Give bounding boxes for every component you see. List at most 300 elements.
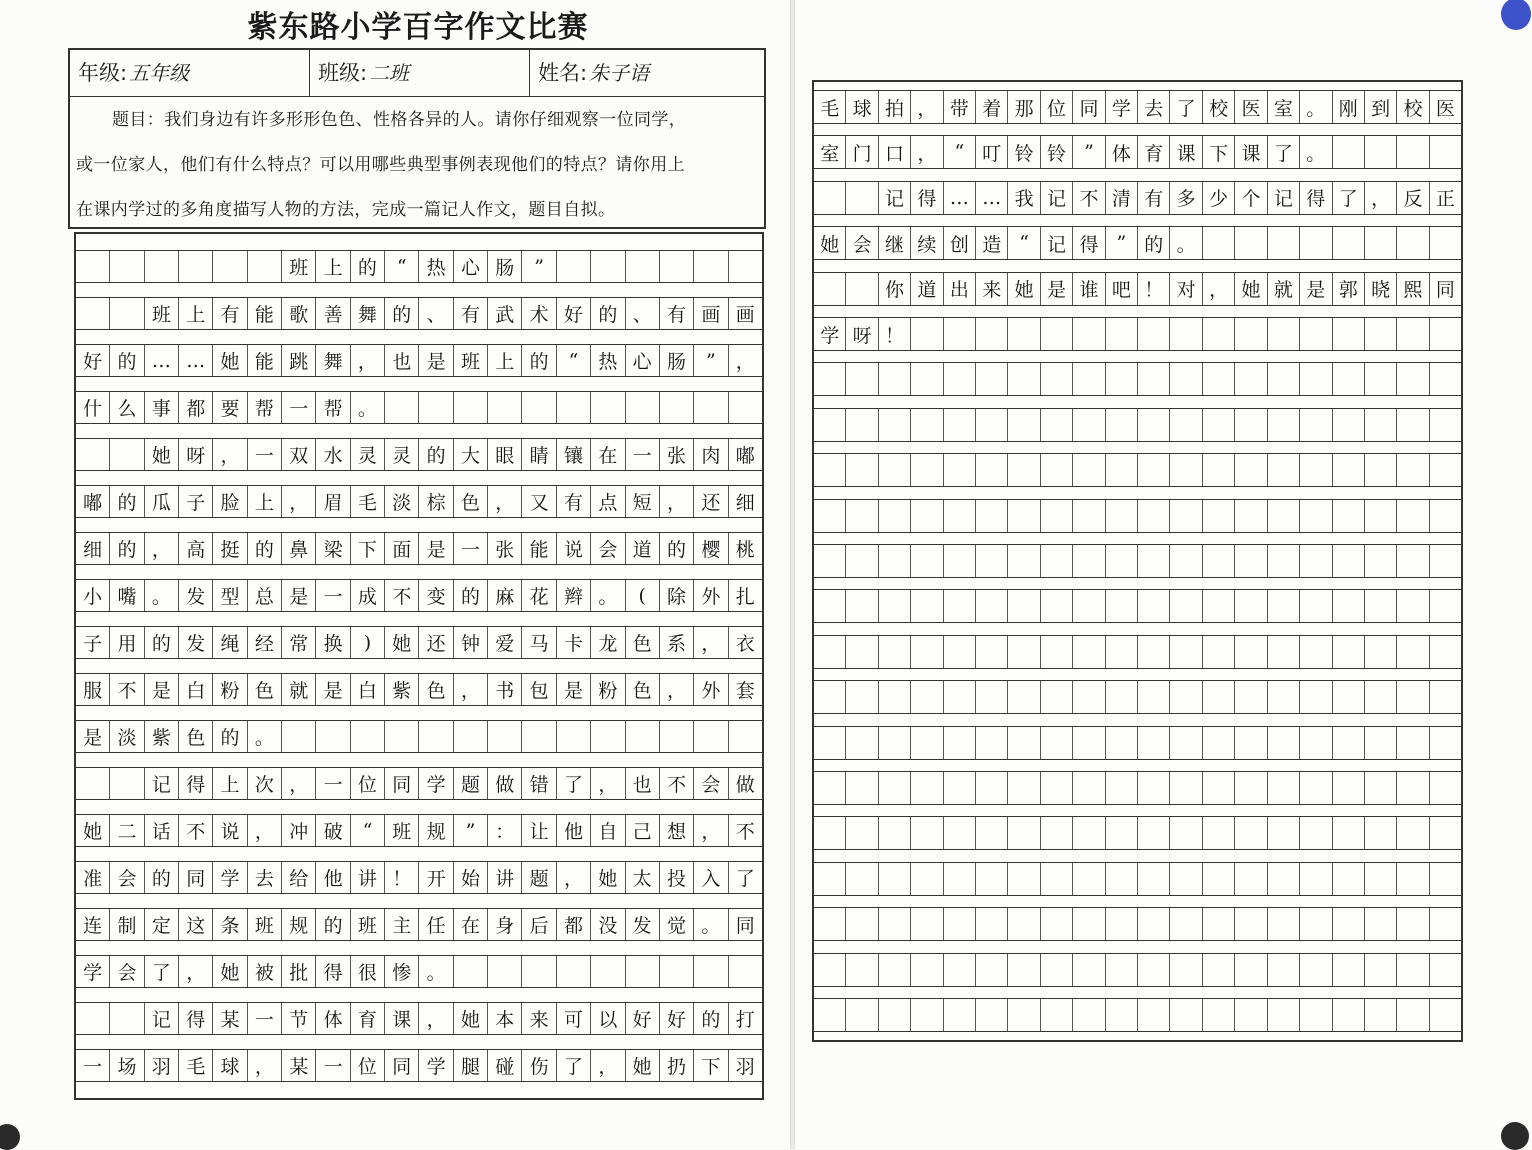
- grid-row: [814, 771, 1461, 805]
- grid-cell: 记: [1041, 182, 1073, 214]
- grid-row: [814, 680, 1461, 714]
- grid-cell: [1041, 636, 1073, 668]
- grid-cell: 他: [557, 815, 591, 846]
- grid-row: [814, 362, 1461, 396]
- grid-row: [814, 408, 1461, 442]
- grid-cell: [1333, 590, 1365, 622]
- grid-cell: [879, 409, 911, 441]
- grid-cell: 色: [248, 674, 282, 705]
- grid-cell: [1008, 908, 1040, 940]
- grid-cell: 制: [110, 909, 144, 940]
- grid-cell: [1170, 363, 1202, 395]
- grid-cell: ”: [454, 815, 488, 846]
- grid-cell: [1333, 545, 1365, 577]
- grid-cell: 跳: [282, 345, 316, 376]
- grid-cell: 肠: [488, 251, 522, 282]
- grid-cell: [976, 590, 1008, 622]
- grid-cell: ，: [735, 351, 755, 373]
- grid-cell: ”: [522, 251, 556, 282]
- grid-cell: [846, 500, 878, 532]
- grid-cell: 的: [1138, 227, 1170, 259]
- grid-cell: [976, 863, 1008, 895]
- grid-cell: 批: [282, 956, 316, 987]
- grid-cell: 不: [660, 768, 694, 799]
- grid-cell: [944, 772, 976, 804]
- grid-cell: [1235, 545, 1267, 577]
- grid-cell: 去: [1138, 91, 1170, 123]
- grid-cell: [1170, 454, 1202, 486]
- grid-row: [76, 720, 762, 753]
- grid-cell: 马: [522, 627, 556, 658]
- grid-cell: [1397, 817, 1429, 849]
- grid-cell: 学: [814, 318, 846, 350]
- grid-cell: 的: [351, 251, 385, 282]
- grid-cell: 淡: [110, 721, 144, 752]
- grid-cell: [1365, 817, 1397, 849]
- grid-cell: 创: [944, 227, 976, 259]
- grid-cell: 校: [1397, 91, 1429, 123]
- grid-cell: 拍: [879, 91, 911, 123]
- grid-cell: 辫: [557, 580, 591, 611]
- grid-cell: 有: [557, 486, 591, 517]
- grid-cell: 会: [110, 956, 144, 987]
- grid-cell: 的: [110, 345, 144, 376]
- grid-cell: [944, 454, 976, 486]
- grid-cell: [110, 251, 144, 282]
- grid-cell: [1203, 318, 1235, 350]
- grid-cell: [1008, 863, 1040, 895]
- grid-cell: ，: [557, 862, 591, 893]
- grid-cell: [1203, 227, 1235, 259]
- grid-cell: ，: [694, 627, 728, 658]
- grid-cell: 卡: [557, 627, 591, 658]
- grid-cell: [879, 363, 911, 395]
- grid-cell: [1170, 636, 1202, 668]
- grid-cell: ，: [454, 674, 488, 705]
- grid-cell: [846, 545, 878, 577]
- grid-cell: 课: [1235, 136, 1267, 168]
- grid-cell: [557, 392, 591, 423]
- grid-cell: [1300, 772, 1332, 804]
- grid-cell: 张: [488, 533, 522, 564]
- grid-cell: 的: [145, 627, 179, 658]
- grid-cell: 刚: [1333, 91, 1365, 123]
- grid-cell: ，: [145, 533, 179, 564]
- grid-cell: 得: [911, 182, 943, 214]
- grid-cell: [814, 636, 846, 668]
- grid-cell: 不: [110, 674, 144, 705]
- grid-cell: [1365, 500, 1397, 532]
- grid-cell: [911, 954, 943, 986]
- grid-cell: 郭: [1333, 273, 1365, 305]
- grid-cell: ！: [1138, 273, 1170, 305]
- grid-row: [76, 626, 762, 659]
- grid-cell: [846, 954, 878, 986]
- prompt-line: 题目：我们身边有许多形形色色、性格各异的人。请你仔细观察一位同学，: [112, 110, 687, 130]
- grid-cell: [976, 908, 1008, 940]
- grid-cell: 造: [976, 227, 1008, 259]
- grid-cell: [1333, 454, 1365, 486]
- grid-cell: 嘟: [76, 486, 110, 517]
- grid-cell: [976, 954, 1008, 986]
- grid-cell: [488, 721, 522, 752]
- grid-cell: 发: [179, 627, 213, 658]
- grid-cell: [351, 721, 385, 752]
- grid-cell: 扔: [660, 1050, 694, 1081]
- grid-cell: 一: [282, 392, 316, 423]
- grid-cell: 色: [179, 721, 213, 752]
- grid-cell: [1203, 863, 1235, 895]
- grid-cell: [814, 817, 846, 849]
- grid-cell: 热: [591, 345, 625, 376]
- grid-cell: [1430, 454, 1461, 486]
- grid-cell: [1203, 772, 1235, 804]
- grid-cell: [1300, 363, 1332, 395]
- grid-cell: [1235, 863, 1267, 895]
- grid-cell: [1397, 772, 1429, 804]
- grid-cell: [1138, 681, 1170, 713]
- grid-cell: [1106, 454, 1138, 486]
- grid-cell: [944, 954, 976, 986]
- grid-cell: [1106, 681, 1138, 713]
- grid-cell: 系: [660, 627, 694, 658]
- grid-row: [76, 532, 762, 565]
- grid-cell: ，: [1203, 273, 1235, 305]
- corner-mark: [1501, 0, 1531, 30]
- grid-row: [814, 181, 1461, 215]
- grid-cell: [976, 363, 1008, 395]
- grid-cell: 是: [145, 674, 179, 705]
- grid-cell: 破: [316, 815, 350, 846]
- grid-cell: 是: [76, 721, 110, 752]
- grid-cell: 细: [735, 492, 755, 514]
- grid-cell: [944, 636, 976, 668]
- grid-cell: [1106, 363, 1138, 395]
- grid-cell: 来: [976, 273, 1008, 305]
- grid-cell: [1170, 681, 1202, 713]
- grid-cell: 子: [179, 486, 213, 517]
- grid-cell: [591, 721, 625, 752]
- grid-cell: ，: [351, 345, 385, 376]
- grid-cell: [1041, 409, 1073, 441]
- grid-cell: [1106, 999, 1138, 1031]
- grid-cell: [454, 392, 488, 423]
- grid-cell: 的: [694, 1003, 728, 1034]
- grid-cell: [1397, 500, 1429, 532]
- grid-cell: 位: [1041, 91, 1073, 123]
- grid-cell: [1073, 454, 1105, 486]
- grid-cell: [1333, 727, 1365, 759]
- grid-cell: 嘟: [735, 445, 755, 467]
- grid-cell: 道: [911, 273, 943, 305]
- grid-cell: 准: [76, 862, 110, 893]
- grid-cell: [1365, 681, 1397, 713]
- grid-cell: [1138, 318, 1170, 350]
- grid-cell: 的: [591, 298, 625, 329]
- grid-cell: [282, 721, 316, 752]
- grid-cell: [944, 500, 976, 532]
- grid-cell: [1300, 227, 1332, 259]
- grid-cell: 道: [626, 533, 660, 564]
- grid-cell: ，: [660, 486, 694, 517]
- grid-cell: [814, 545, 846, 577]
- grid-cell: [1106, 636, 1138, 668]
- grid-cell: 瓜: [145, 486, 179, 517]
- class-value: 二班: [369, 61, 410, 85]
- grid-cell: 学: [419, 1050, 453, 1081]
- grid-cell: 伤: [522, 1050, 556, 1081]
- grid-row: [814, 90, 1461, 124]
- grid-cell: [1300, 817, 1332, 849]
- grid-cell: [316, 721, 350, 752]
- grid-cell: …: [145, 345, 179, 376]
- grid-cell: [1268, 409, 1300, 441]
- grid-cell: [976, 409, 1008, 441]
- grid-cell: [814, 409, 846, 441]
- grid-cell: 后: [522, 909, 556, 940]
- grid-cell: [944, 863, 976, 895]
- grid-cell: 口: [879, 136, 911, 168]
- grid-cell: 术: [522, 298, 556, 329]
- grid-cell: [1365, 454, 1397, 486]
- grid-cell: 了: [1333, 182, 1365, 214]
- class-label: 班级:: [318, 61, 368, 85]
- grid-cell: (: [626, 580, 660, 611]
- grid-cell: [1333, 409, 1365, 441]
- grid-cell: [1170, 908, 1202, 940]
- grid-cell: 这: [179, 909, 213, 940]
- grid-cell: 是: [419, 345, 453, 376]
- grid-cell: [76, 298, 110, 329]
- name-label: 姓名:: [538, 61, 588, 85]
- grid-row: [814, 453, 1461, 487]
- grid-cell: [1300, 636, 1332, 668]
- essay-grid-left: [74, 232, 764, 1100]
- grid-cell: [385, 721, 419, 752]
- grid-cell: [1300, 454, 1332, 486]
- grid-cell: [694, 251, 728, 282]
- grid-cell: [1106, 817, 1138, 849]
- grid-cell: ，: [911, 136, 943, 168]
- grid-cell: 医: [1435, 97, 1455, 120]
- grid-cell: 常: [282, 627, 316, 658]
- grid-cell: [1365, 727, 1397, 759]
- grid-cell: 用: [110, 627, 144, 658]
- grid-cell: [1138, 908, 1170, 940]
- grid-cell: ，: [213, 439, 247, 470]
- grid-cell: [1430, 999, 1461, 1031]
- grid-cell: 下: [694, 1050, 728, 1081]
- grid-cell: 投: [660, 862, 694, 893]
- grid-cell: 育: [351, 1003, 385, 1034]
- grid-cell: 在: [591, 439, 625, 470]
- grid-cell: 太: [626, 862, 660, 893]
- grid-cell: [1268, 999, 1300, 1031]
- grid-cell: [846, 454, 878, 486]
- grid-cell: 的: [454, 580, 488, 611]
- grid-cell: 同: [1073, 91, 1105, 123]
- grid-cell: 挺: [213, 533, 247, 564]
- grid-cell: [385, 392, 419, 423]
- grid-cell: 讲: [351, 862, 385, 893]
- grid-cell: [1041, 727, 1073, 759]
- grid-cell: [660, 721, 694, 752]
- grid-cell: 色: [454, 486, 488, 517]
- grid-cell: 除: [660, 580, 694, 611]
- grid-cell: [522, 721, 556, 752]
- grid-cell: [729, 956, 762, 987]
- grid-cell: 班: [145, 298, 179, 329]
- grid-cell: [1365, 908, 1397, 940]
- grid-cell: [1041, 863, 1073, 895]
- grid-cell: 想: [660, 815, 694, 846]
- grid-cell: “: [351, 815, 385, 846]
- grid-cell: [1268, 636, 1300, 668]
- grid-cell: [1106, 772, 1138, 804]
- grid-cell: [729, 392, 762, 423]
- grid-cell: “: [1008, 227, 1040, 259]
- grid-cell: 得: [179, 768, 213, 799]
- grid-cell: 己: [626, 815, 660, 846]
- grid-cell: 铃: [1041, 136, 1073, 168]
- grid-cell: ，: [660, 674, 694, 705]
- grid-cell: 色: [626, 674, 660, 705]
- essay-grid-right: [812, 80, 1463, 1042]
- grid-cell: ，: [248, 815, 282, 846]
- grid-cell: [694, 956, 728, 987]
- grid-cell: 点: [591, 486, 625, 517]
- grid-cell: [626, 721, 660, 752]
- grid-cell: [76, 1003, 110, 1034]
- grid-cell: [1397, 908, 1429, 940]
- grid-cell: 得: [1073, 227, 1105, 259]
- grid-cell: [110, 768, 144, 799]
- grid-cell: 班: [351, 909, 385, 940]
- prompt-line: 或一位家人，他们有什么特点？可以用哪些典型事例表现他们的特点？请你用上: [76, 155, 685, 175]
- grid-cell: [1170, 545, 1202, 577]
- grid-cell: [1041, 545, 1073, 577]
- grid-cell: [814, 954, 846, 986]
- grade-label: 年级:: [78, 61, 128, 85]
- grid-cell: 书: [488, 674, 522, 705]
- grid-cell: [1235, 817, 1267, 849]
- grid-cell: [1170, 863, 1202, 895]
- grid-cell: 育: [1138, 136, 1170, 168]
- grid-cell: [879, 681, 911, 713]
- grid-cell: “: [385, 251, 419, 282]
- grid-cell: [1365, 363, 1397, 395]
- grid-cell: 是: [1041, 273, 1073, 305]
- grid-cell: “: [944, 136, 976, 168]
- grid-cell: [1073, 908, 1105, 940]
- grid-cell: [1268, 772, 1300, 804]
- grid-cell: 学: [1106, 91, 1138, 123]
- grid-cell: 门: [846, 136, 878, 168]
- grid-cell: 说: [213, 815, 247, 846]
- grid-cell: [879, 500, 911, 532]
- grid-cell: 是: [316, 674, 350, 705]
- grid-cell: [1041, 908, 1073, 940]
- grid-cell: 粉: [213, 674, 247, 705]
- grid-cell: [1170, 500, 1202, 532]
- grid-cell: 节: [282, 1003, 316, 1034]
- grid-cell: 会: [846, 227, 878, 259]
- grid-cell: [911, 409, 943, 441]
- grid-cell: 她: [1235, 273, 1267, 305]
- grid-cell: ”: [1073, 136, 1105, 168]
- grid-cell: [976, 727, 1008, 759]
- grid-cell: [1170, 727, 1202, 759]
- grid-cell: [660, 956, 694, 987]
- grid-cell: [1138, 636, 1170, 668]
- grid-row: [76, 297, 762, 330]
- grid-cell: 外: [694, 674, 728, 705]
- grid-cell: 不: [179, 815, 213, 846]
- grid-cell: 一: [316, 768, 350, 799]
- grid-cell: [1430, 136, 1461, 168]
- grid-cell: 什: [76, 392, 110, 423]
- grid-cell: 舞: [351, 298, 385, 329]
- grid-cell: [1235, 409, 1267, 441]
- grid-cell: 还: [419, 627, 453, 658]
- grid-cell: 着: [976, 91, 1008, 123]
- grid-cell: 紫: [385, 674, 419, 705]
- class-cell: [310, 50, 530, 96]
- grid-cell: [1300, 500, 1332, 532]
- grid-cell: [814, 454, 846, 486]
- grid-cell: [1333, 363, 1365, 395]
- grid-cell: [1073, 318, 1105, 350]
- grid-cell: [454, 956, 488, 987]
- grid-cell: 一: [316, 1050, 350, 1081]
- grid-cell: 没: [591, 909, 625, 940]
- grid-cell: [879, 590, 911, 622]
- grid-cell: 也: [385, 345, 419, 376]
- grid-cell: [911, 863, 943, 895]
- grid-cell: 一: [248, 1003, 282, 1034]
- grid-cell: [1203, 908, 1235, 940]
- grid-cell: [1430, 817, 1461, 849]
- grid-cell: 规: [419, 815, 453, 846]
- grid-cell: [1300, 409, 1332, 441]
- grid-cell: 本: [488, 1003, 522, 1034]
- grid-cell: 她: [76, 815, 110, 846]
- grid-cell: 舞: [316, 345, 350, 376]
- grid-cell: 学: [76, 956, 110, 987]
- grid-cell: [1235, 363, 1267, 395]
- name-cell: [530, 50, 764, 96]
- grid-cell: 身: [488, 909, 522, 940]
- grid-cell: 吧: [1106, 273, 1138, 305]
- grid-cell: [1333, 772, 1365, 804]
- grid-cell: 、: [626, 298, 660, 329]
- grid-cell: 个: [1235, 182, 1267, 214]
- grid-cell: 在: [454, 909, 488, 940]
- grid-cell: 会: [694, 768, 728, 799]
- grid-cell: 做: [488, 768, 522, 799]
- grid-cell: [591, 956, 625, 987]
- grid-cell: [179, 251, 213, 282]
- grid-cell: [1268, 363, 1300, 395]
- grid-cell: “: [557, 345, 591, 376]
- grid-cell: [694, 392, 728, 423]
- grid-cell: [419, 721, 453, 752]
- prompt-line: 在课内学过的多角度描写人物的方法，完成一篇记人作文，题目自拟。: [76, 200, 616, 220]
- grid-cell: ): [351, 627, 385, 658]
- grid-cell: 心: [626, 345, 660, 376]
- grid-cell: 是: [557, 674, 591, 705]
- grid-cell: [419, 392, 453, 423]
